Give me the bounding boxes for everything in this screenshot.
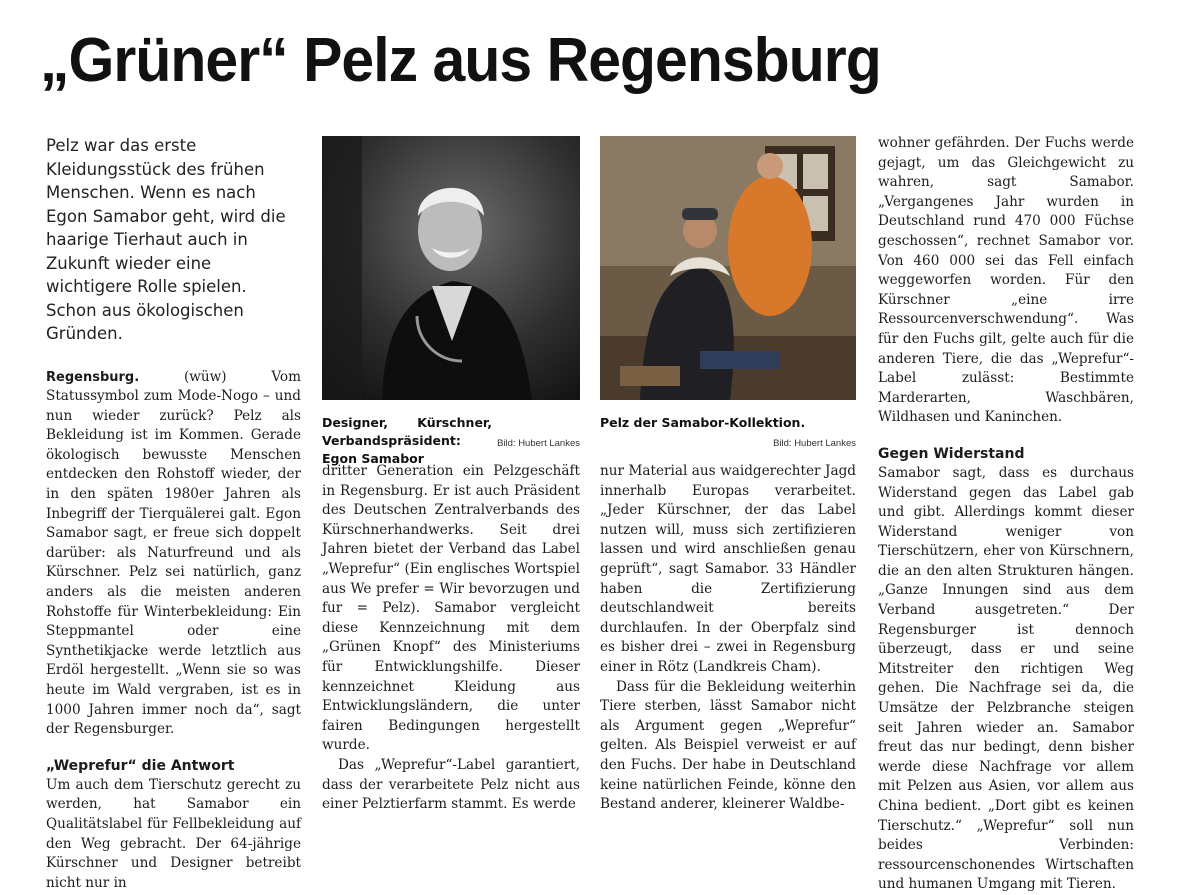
article-column-1 xyxy=(46,134,301,893)
lead-paragraph: Pelz war das erste Kleidungsstück des frühen Menschen. Wenn es nach Egon Samabor geht, wird die haarige Tierhaut auch in Zukunft wieder eine wichtigere Rolle spielen. Schon aus ökologischen Gründen. xyxy=(46,136,286,343)
article-column-2 xyxy=(322,462,580,815)
col2-paragraph-2: Das „Weprefur“-Label garantiert, dass der verarbeitete Pelz nicht aus einer Pelztierfarm stammt. Es werde xyxy=(322,756,580,813)
article-column-3 xyxy=(600,462,856,815)
photo1-caption-block xyxy=(322,414,580,468)
portrait-image xyxy=(322,136,580,400)
dateline: Regensburg. xyxy=(46,369,140,385)
col3-paragraph-1: nur Material aus waidgerechter Jagd innerhalb Europas verarbeitet. „Jeder Kürschner, der das Label nutzen will, muss sich zertifizieren lassen und wird anschließen genau geprüft“, sagt Samabor. 33 Händler haben die Zertifizierung deutschlandweit bereits durchlaufen. In der Oberpfalz sind es bisher drei – zwei in Regensburg einer in Rötz (Landkreis Cham). xyxy=(600,463,856,675)
col3-paragraph-2: Dass für die Bekleidung weiterhin Tiere sterben, lässt Samabor nicht als Argument gegen „Weprefur“ gelten. Als Beispiel verweist er auf den Fuchs. Der habe in Deutschland keine natürlichen Feinde, könne den Bestand anderer, kleinerer Waldbe- xyxy=(600,678,856,813)
fur-collection-image xyxy=(600,136,856,400)
col4-paragraph-2: Samabor sagt, dass es durchaus Widerstand gegen das Label gab und gibt. Allerdings kommt dieser Widerstand weniger von Tierschützern, eher von Kürschnern, die an den alten Strukturen hängen. „Ganze Innungen sind aus dem Verband ausgetreten.“ Der Regensburger ist dennoch überzeugt, dass er und seine Mitstreiter den richtigen Weg gehen. Die Nachfrage sei da, die Umsätze der Pelzbranche steigen seit Jahren wieder an. Samabor freut das nur bedingt, denn bisher werde diese Nachfrage vor allem mit Pelzen aus Asien, vor allem aus China bedient. „Dort gibt es keinen Tierschutz.“ „Weprefur“ soll nun beides Verbinden: ressourcenschonendes Wirtschaften und humanen Umgang mit Tieren. xyxy=(878,464,1134,893)
article-body-3 xyxy=(600,462,856,815)
photo-samabor-collection xyxy=(600,136,856,400)
headline: „Grüner“ Pelz aus Regensburg xyxy=(40,26,881,95)
photo1-caption: Designer, Kürschner, Verbandspräsident: Egon Samabor xyxy=(322,415,492,466)
article-body-1b: Um auch dem Tierschutz gerecht zu werden, hat Samabor ein Qualitätslabel für Fellbekleidung auf den Weg gebracht. Der 64-jährige Kürschner und Designer betreibt nicht nur in xyxy=(46,776,301,891)
subhead-gegen-widerstand: Gegen Widerstand xyxy=(878,445,1025,462)
photo2-caption-block xyxy=(600,414,856,453)
intro-text: (wüw) Vom Statussymbol zum Mode-Nogo – und nun wieder zurück? Pelz als Bekleidung ist im Kommen. Gerade ökologisch bewusste Menschen entdecken den Rohstoff wieder, der in den späten 1980er Jahren als Inbegriff der Tierquälerei galt. Egon Samabor sagt, er freue sich doppelt darüber: als Naturfreund und als Kürschner. Pelz sei natürlich, ganz anders als die meisten anderen Rohstoffe für Winterbekleidung: Ein Steppmantel oder eine Synthetikjacke werde letztlich aus Erdöl hergestellt. „Wenn sie so was heute im Wald vergraben, ist es in 1000 Jahren immer noch da“, sagt der Regensburger. xyxy=(46,368,301,738)
photo1-credit: Bild: Hubert Lankes xyxy=(497,438,580,449)
col4-paragraph-1: wohner gefährden. Der Fuchs werde gejagt, um das Gleichgewicht zu wahren, sagt Samabor. „Vergangenes Jahr wurden in Deutschland rund 470 000 Füchse geschossen“, rechnet Samabor vor. Von 460 000 sei das Fell einfach weggeworfen worden. Für den Kürschner „eine irre Ressourcenverschwendung“. Was für den Fuchs gilt, gelte auch für die anderen Tiere, die das „Weprefur“-Label zulässt: Bestimmte Marderarten, Waschbären, Wildhasen und Kaninchen. xyxy=(878,135,1134,426)
article-body-1 xyxy=(46,368,301,740)
photo2-caption: Pelz der Samabor-Kollektion. xyxy=(600,415,806,430)
article-column-4 xyxy=(878,134,1134,895)
photo2-credit: Bild: Hubert Lankes xyxy=(773,438,856,449)
col2-paragraph-1: dritter Generation ein Pelzgeschäft in Regensburg. Er ist auch Präsident des Deutschen Zentralverbands des Kürschnerhandwerks. Seit drei Jahren bietet der Verband das Label „Weprefur“ (Ein englisches Wortspiel aus We prefer = Wir bevorzugen und fur = Pelz). Samabor vergleicht diese Kennzeichnung mit dem „Grünen Knopf“ des Ministeriums für Entwicklungshilfe. Dieser kennzeichnet Kleidung aus Entwicklungsländern, die unter fairen Bedingungen hergestellt wurde. xyxy=(322,463,580,754)
subhead-weprefur: „Weprefur“ die Antwort xyxy=(46,757,235,774)
article-body-2 xyxy=(322,462,580,815)
photo-egon-samabor xyxy=(322,136,580,400)
